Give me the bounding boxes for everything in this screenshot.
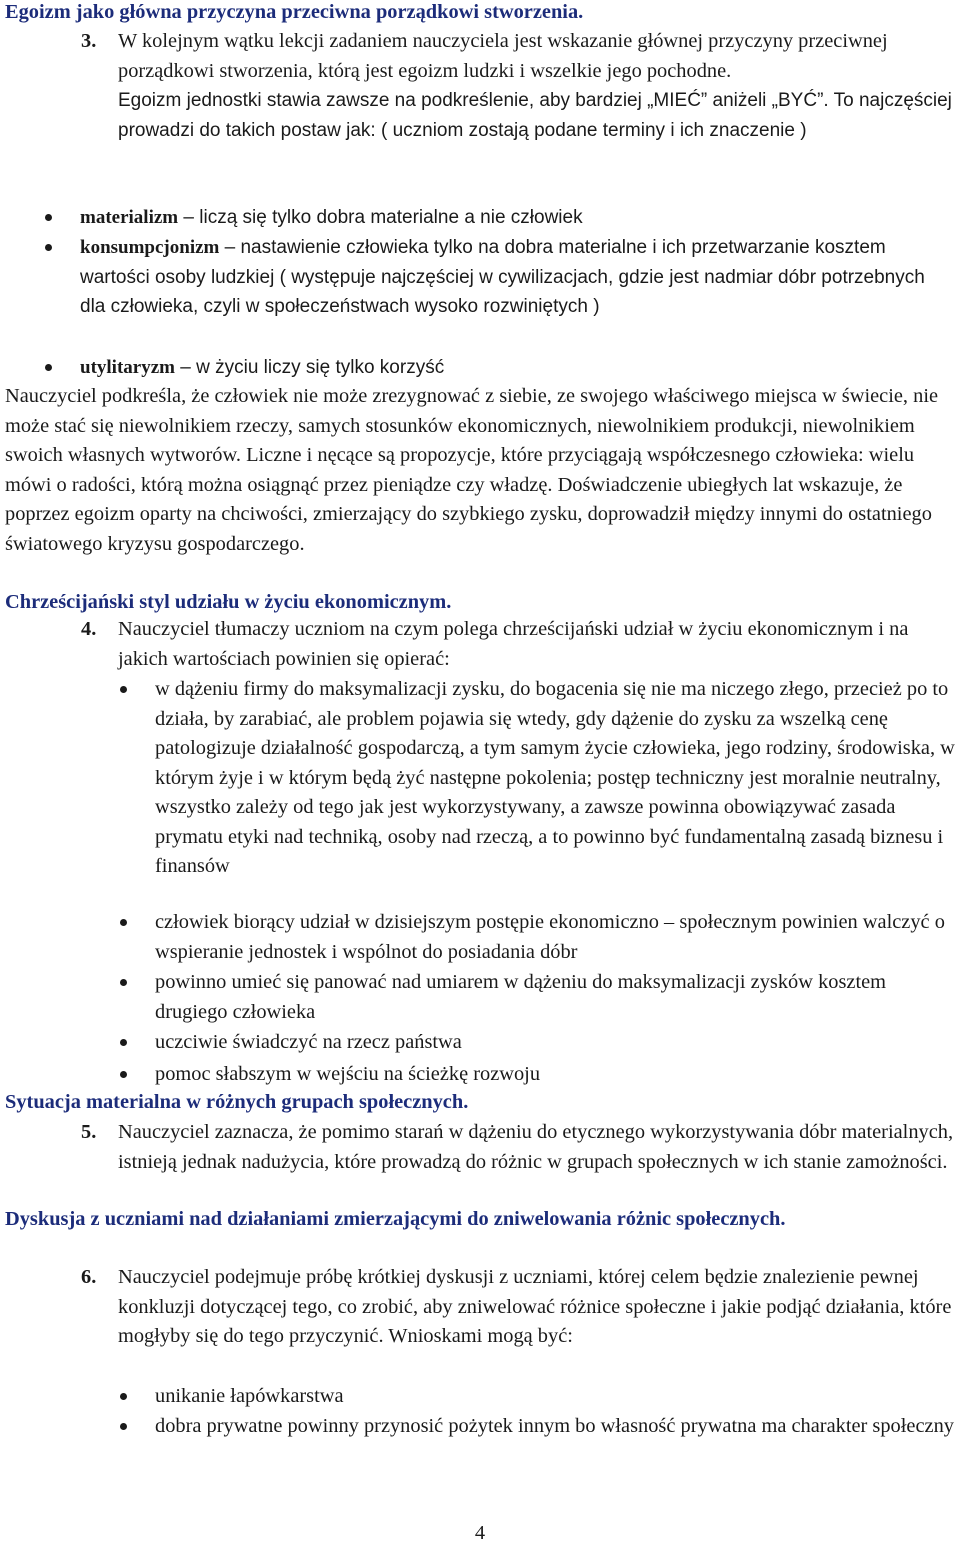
item-number: 4. (81, 618, 97, 640)
section-heading-material: Sytuacja materialna w różnych grupach społecznych. (5, 1091, 469, 1113)
term-definition: – nastawienie człowieka tylko na dobra materialne i ich przetwarzanie kosztem wartości osoby ludzkiej ( występuje najczęściej w cywilizacjach, gdzie jest nadmiar dóbr potrzebnych dla człowieka, czyli w społeczeństwach wysoko rozwiniętych ) (80, 237, 925, 317)
term-definition: – w życiu liczy się tylko korzyść (174, 357, 445, 378)
list-item (155, 1382, 955, 1412)
item-number: 3. (81, 30, 97, 52)
section-heading-discussion: Dyskusja z uczniami nad działaniami zmierzającymi do zniwelowania różnic społecznych. (5, 1208, 786, 1230)
list-item (155, 675, 955, 882)
section-heading-egoism: Egoizm jako główna przyczyna przeciwna porządkowi stworzenia. (5, 1, 584, 23)
list-item (155, 1028, 955, 1058)
list-item (155, 968, 955, 1027)
item-number: 6. (81, 1266, 97, 1288)
list-item-text: dobra prywatne powinny przynosić pożytek innym bo własność prywatna ma charakter społeczny (155, 1415, 954, 1437)
list-item-text: unikanie łapówkarstwa (155, 1385, 344, 1407)
item-5 (81, 1118, 958, 1177)
item-3 (81, 27, 958, 145)
item-text-egoism: Egoizm jednostki stawia zawsze na podkreślenie, aby bardziej „MIEĆ” aniżeli „BYĆ”. To najczęściej prowadzi do takich postaw jak: ( uczniom zostają podane terminy i ich znaczenie ) (118, 90, 952, 141)
term-label: materializm (80, 207, 179, 228)
list-item-text: w dążeniu firmy do maksymalizacji zysku, do bogacenia się nie ma niczego złego, przecież po to działa, by zarabiać, ale problem pojawia się wtedy, gdy dążenie do zysku za wszelką cenę patologizuje działalność gospodarczą, a tym samym życie człowieka, jego rodziny, środowiska, w którym żyje i w którym będą żyć następne pokolenia; postęp techniczny jest moralnie neutralny, wszystko zależy od tego jak jest wykorzystywany, a zawsze powinna obowiązywać zasada prymatu etyki nad techniką, osoby nad rzeczą, a to powinno być fundamentalną zasadą biznesu i finansów (155, 678, 955, 877)
list-item-text: uczciwie świadczyć na rzecz państwa (155, 1031, 462, 1053)
item-number: 5. (81, 1121, 97, 1143)
list-item-text: powinno umieć się panować nad umiarem w dążeniu do maksymalizacji zysków kosztem drugiego człowieka (155, 971, 887, 1023)
term-label: konsumpcjonizm (80, 237, 220, 258)
list-item (155, 1060, 955, 1090)
section-heading-christian: Chrześcijański styl udziału w życiu ekonomicznym. (5, 591, 452, 613)
page-number: 4 (474, 1522, 486, 1544)
list-item-text: pomoc słabszym w wejściu na ścieżkę rozwoju (155, 1063, 541, 1085)
item-text: Nauczyciel zaznacza, że pomimo starań w dążeniu do etycznego wykorzystywania dóbr materialnych, istnieją jednak nadużycia, które prowadzą do różnic w grupach społecznych w ich stanie zamożności. (118, 1121, 954, 1173)
item-6 (81, 1263, 958, 1352)
list-item (155, 908, 955, 967)
item-text: Nauczyciel tłumaczy uczniom na czym polega chrześcijański udział w życiu ekonomicznym i na jakich wartościach powinien się opierać: (118, 618, 909, 670)
term-item (80, 203, 958, 233)
term-item (80, 233, 940, 322)
term-definition: – liczą się tylko dobra materialne a nie człowiek (178, 207, 583, 228)
term-item (80, 353, 958, 383)
term-label: utylitaryzm (80, 357, 175, 378)
item-4 (81, 615, 938, 674)
paragraph: Nauczyciel podkreśla, że człowiek nie może zrezygnować z siebie, ze swojego właściwego miejsca w świecie, nie może stać się niewolnikiem rzeczy, samych stosunków ekonomicznych, niewolnikiem produkcji, niewolnikiem swoich własnych wytworów. Liczne i nęcące są propozycje, które przyciągają współczesnego człowieka: wielu mówi o radości, którą można osiągnąć przez pieniądze czy władzę. Doświadczenie ubiegłych lat wskazuje, że poprzez egoizm oparty na chciwości, zmierzający do szybkiego zysku, doprowadził między innymi do ostatniego światowego kryzysu gospodarczego. (5, 385, 939, 555)
list-item (155, 1412, 955, 1442)
list-item-text: człowiek biorący udział w dzisiejszym postępie ekonomiczno – społecznym powinien walczyć o wspieranie jednostek i wspólnot do posiadania dóbr (155, 911, 945, 963)
item-text: W kolejnym wątku lekcji zadaniem nauczyciela jest wskazanie głównej przyczyny przeciwnej porządkowi stworzenia, którą jest egoizm ludzki i wszelkie jego pochodne. (118, 30, 888, 82)
item-text: Nauczyciel podejmuje próbę krótkiej dyskusji z uczniami, której celem będzie znalezienie pewnej konkluzji dotyczącej tego, co zrobić, aby zniwelować różnice społeczne i jakie podjąć działania, które mogłyby się do tego przyczynić. Wnioskami mogą być: (118, 1266, 952, 1347)
